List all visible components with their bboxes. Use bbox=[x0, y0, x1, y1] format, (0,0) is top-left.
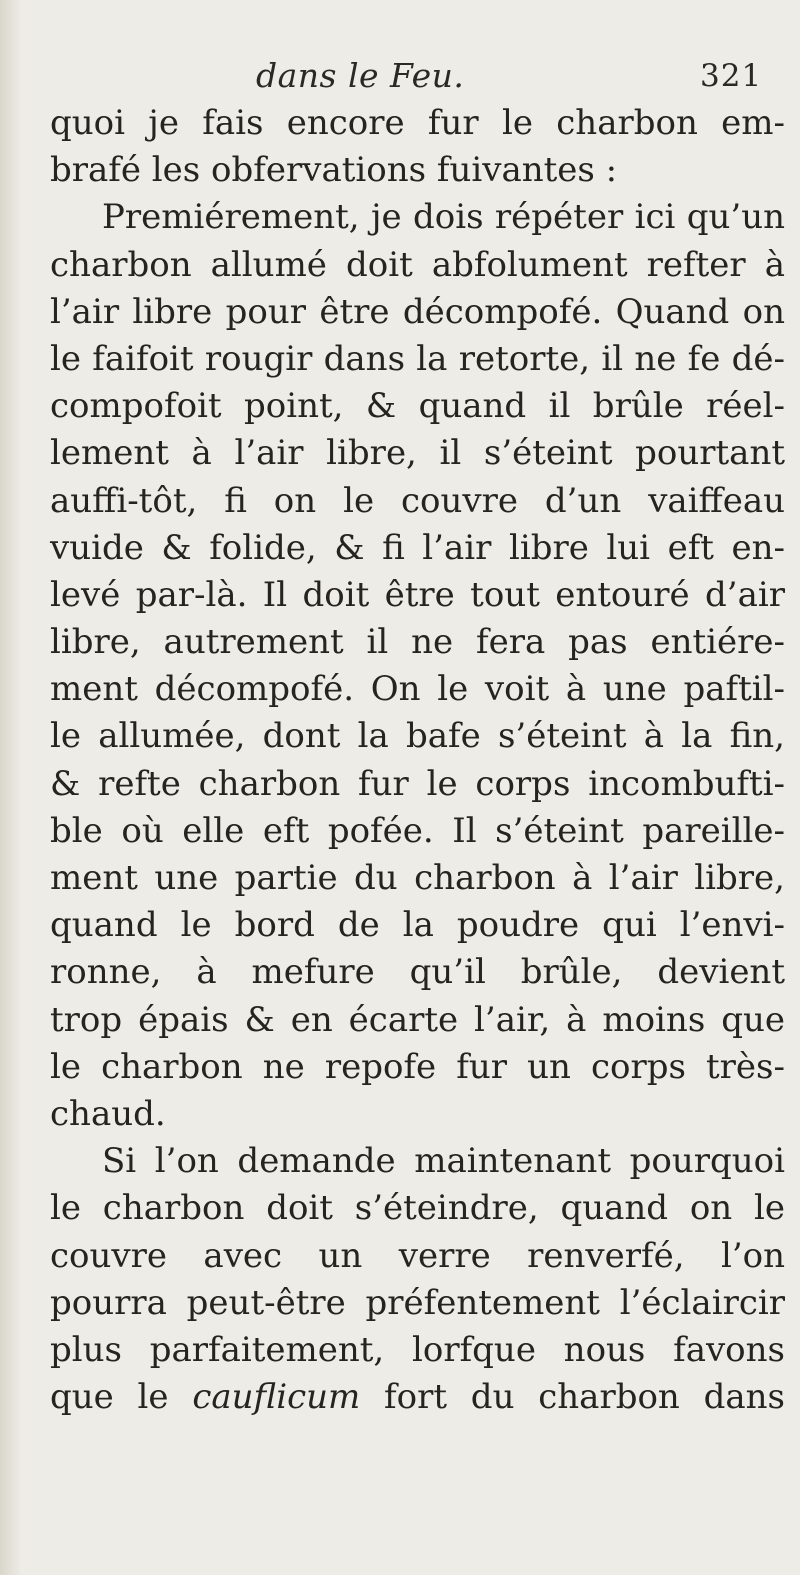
text-line-15: & refte charbon fur le corps incombufti- bbox=[50, 763, 785, 804]
text-line-19: ronne, à mefure qu’il brûle, devient bbox=[50, 952, 785, 993]
text-line-3: Premiérement, je dois répéter ici qu’un bbox=[102, 197, 785, 238]
text-line-6: le faifoit rougir dans la retorte, il ne fe dé- bbox=[50, 338, 785, 379]
text-line-9: auffi-tôt, fi on le couvre d’un vaiffeau bbox=[50, 480, 785, 521]
page-gutter-shadow bbox=[0, 0, 22, 1575]
text-line-14: le allumée, dont la bafe s’éteint à la fin, bbox=[50, 716, 785, 757]
text-line-8: lement à l’air libre, il s’éteint pourtant bbox=[50, 433, 785, 474]
text-line-28-end: fort du charbon dans bbox=[360, 1377, 785, 1418]
text-line-1: quoi je fais encore fur le charbon em- bbox=[50, 103, 785, 143]
text-line-23: Si l’on demande maintenant pourquoi bbox=[102, 1141, 785, 1182]
text-line-7: compofoit point, & quand il brûle réel- bbox=[50, 386, 785, 427]
body-text bbox=[50, 100, 785, 1421]
text-line-12: libre, autrement il ne fera pas entiére- bbox=[50, 622, 785, 663]
text-line-28-start: que le bbox=[50, 1377, 193, 1418]
page-number: 321 bbox=[700, 58, 763, 94]
text-line-26: pourra peut-être préfentement l’éclaircir bbox=[50, 1282, 785, 1323]
text-line-20: trop épais & en écarte l’air, à moins que bbox=[50, 999, 785, 1040]
text-line-16: ble où elle eft pofée. Il s’éteint pareille- bbox=[50, 810, 785, 851]
text-line-13: ment décompofé. On le voit à une paftil- bbox=[50, 669, 785, 710]
text-line-25: couvre avec un verre renverfé, l’on bbox=[50, 1235, 785, 1276]
text-line-24: le charbon doit s’éteindre, quand on le bbox=[50, 1188, 785, 1229]
text-line-10: vuide & folide, & fi l’air libre lui eft en- bbox=[50, 527, 785, 568]
italic-word-causticum: cauflicum bbox=[192, 1377, 361, 1418]
text-line-11: levé par-là. Il doit être tout entouré d’air bbox=[50, 574, 785, 615]
text-line-5: l’air libre pour être décompofé. Quand on bbox=[50, 291, 785, 332]
text-line-22: chaud. bbox=[50, 1093, 166, 1134]
text-line-18: quand le bord de la poudre qui l’envi- bbox=[50, 905, 785, 946]
text-line-28 bbox=[50, 1374, 785, 1421]
text-line-17: ment une partie du charbon à l’air libre, bbox=[50, 858, 785, 898]
text-line-27: plus parfaitement, lorfque nous favons bbox=[50, 1329, 785, 1370]
text-line-2: brafé les obfervations fuivantes : bbox=[50, 150, 618, 191]
page-header bbox=[0, 52, 800, 104]
running-head: dans le Feu. bbox=[256, 56, 465, 95]
text-line-4: charbon allumé doit abfolument refter à bbox=[50, 244, 785, 285]
text-line-21: le charbon ne repofe fur un corps très- bbox=[50, 1046, 785, 1087]
